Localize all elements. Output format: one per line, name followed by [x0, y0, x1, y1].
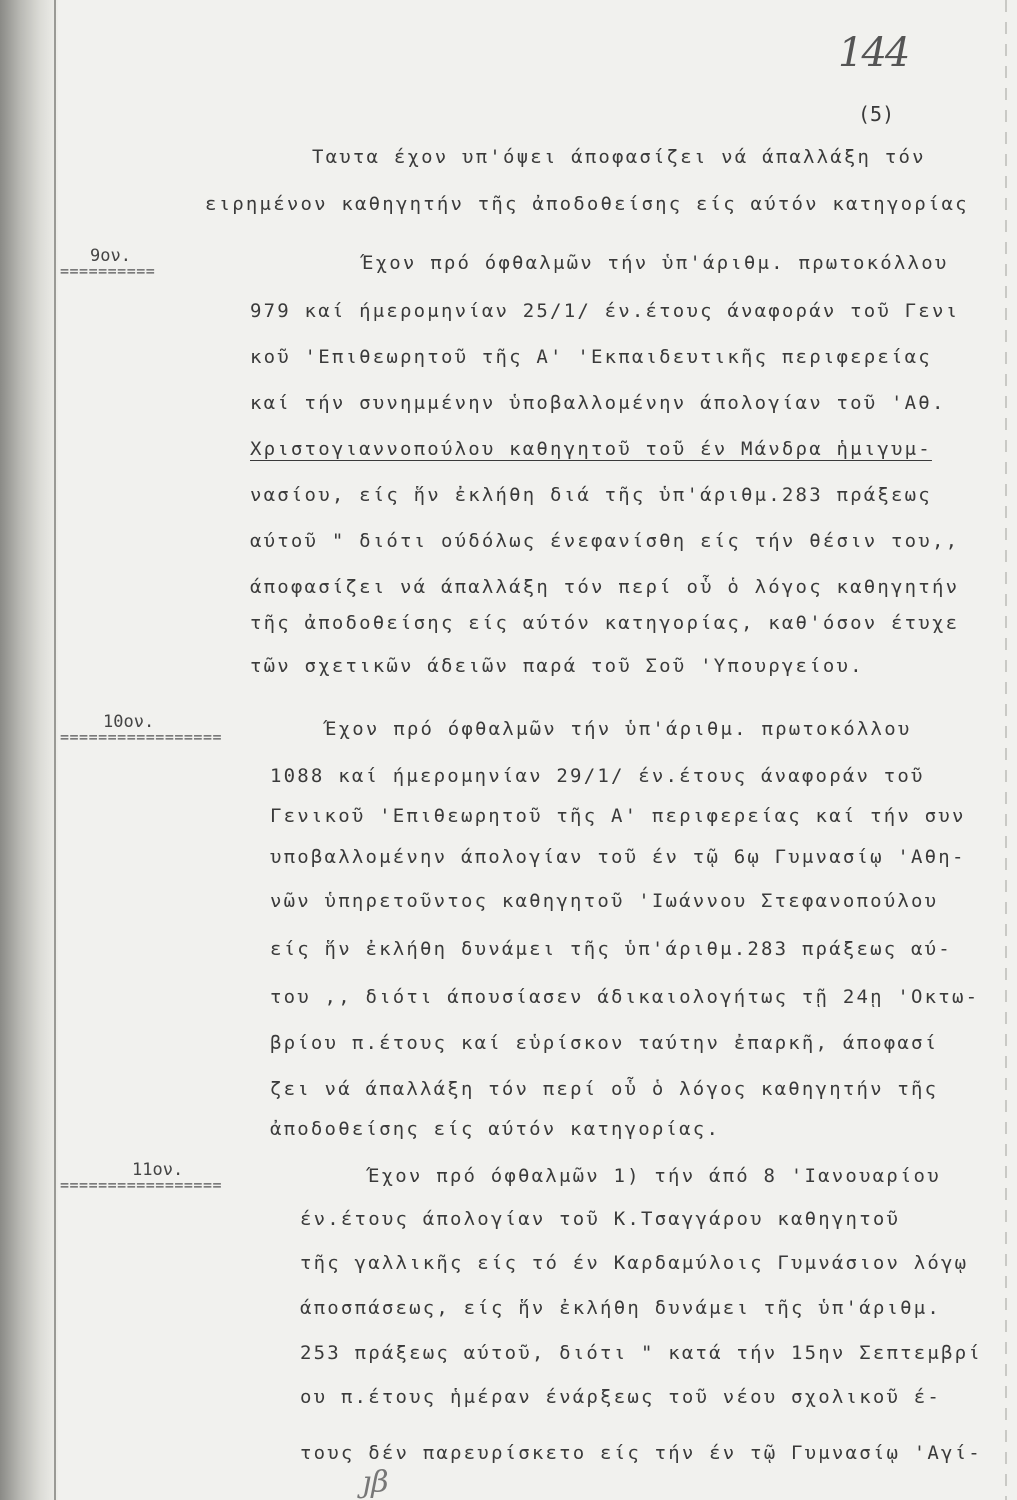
body-line: είς ἥν ἐκλήθη δυνάμει τῆς ὑπ'άριθμ.283 πράξεως αύ- — [270, 938, 952, 960]
intro-line: Ταυτα έχον υπ'όψει άποφασίζει νά άπαλλάξη τόν — [312, 146, 926, 168]
folio-number: 144 — [838, 30, 909, 76]
section-marker: 10ον. — [103, 712, 155, 732]
intro-line: ειρημένον καθηγητήν τῆς ἀποδοθείσης είς αύτόν κατηγορίας — [205, 193, 969, 215]
body-line: υποβαλλομένην άπολογίαν τοῦ έν τῷ 6ῳ Γυμνασίῳ 'Αθη- — [270, 846, 966, 868]
body-line: Έχον πρό όφθαλμῶν τήν ὑπ'άριθμ. πρωτοκόλλου — [325, 718, 912, 740]
section-marker: 11ον. — [132, 1160, 184, 1180]
body-line: καί τήν συνημμένην ὑποβαλλομένην άπολογίαν τοῦ 'Αθ. — [250, 392, 946, 414]
body-line: κοῦ 'Επιθεωρητοῦ τῆς Α' 'Εκπαιδευτικῆς περιφερείας — [250, 346, 932, 368]
section-marker: 9ον. — [90, 246, 131, 266]
body-line: 979 καί ήμερομηνίαν 25/1/ έν.έτους άναφοράν τοῦ Γενι — [250, 300, 960, 322]
body-line: ζει νά άπαλλάξη τόν περί οὗ ὁ λόγος καθηγητήν τῆς — [270, 1078, 939, 1100]
body-line: τῆς γαλλικῆς είς τό έν Καρδαμύλοις Γυμνάσιον λόγῳ — [300, 1252, 969, 1274]
page-number: (5) — [858, 102, 895, 126]
body-line: ου π.έτους ἡμέραν ένάρξεως τοῦ νέου σχολικοῦ έ- — [300, 1386, 942, 1408]
handwritten-initials: ȷβ — [362, 1465, 389, 1500]
body-line: 1088 καί ήμερομηνίαν 29/1/ έν.έτους άναφοράν τοῦ — [270, 765, 925, 787]
body-line: 253 πράξεως αύτοῦ, διότι " κατά τήν 15ην Σεπτεμβρί — [300, 1342, 982, 1364]
body-line: αύτοῦ " διότι ούδόλως ένεφανίσθη είς τήν θέσιν του,, — [250, 530, 960, 552]
body-line: τῶν σχετικῶν άδειῶν παρά τοῦ Σοῦ 'Υπουργείου. — [250, 655, 864, 677]
body-line: νῶν ὑπηρετοῦντος καθηγητοῦ 'Ιωάννου Στεφανοπούλου — [270, 890, 939, 912]
body-line: άποσπάσεως, είς ἥν ἐκλήθη δυνάμει τῆς ὑπ'άριθμ. — [300, 1297, 942, 1319]
section-rule: ================= — [60, 728, 223, 746]
body-line: ἀποδοθείσης είς αύτόν κατηγορίας. — [270, 1118, 721, 1140]
body-line: Έχον πρό όφθαλμῶν 1) τήν άπό 8 'Ιανουαρίου — [368, 1165, 941, 1187]
body-line: βρίου π.έτους καί εὑρίσκον ταύτην ἐπαρκῆ, άποφασί — [270, 1032, 939, 1054]
binding-shadow — [0, 0, 58, 1500]
body-line: τῆς ἀποδοθείσης είς αύτόν κατηγορίας, καθ'όσον έτυχε — [250, 612, 960, 634]
body-line: έν.έτους άπολογίαν τοῦ Κ.Τσαγγάρου καθηγητοῦ — [300, 1208, 901, 1230]
binding-edge — [54, 0, 56, 1500]
body-line: του ,, διότι άπουσίασεν άδικαιολογήτως τῇ 24ῃ 'Οκτω- — [270, 986, 980, 1008]
body-line: Χριστογιαννοπούλου καθηγητοῦ τοῦ έν Μάνδρα ἡμιγυμ- — [250, 438, 932, 460]
body-line: Γενικοῦ 'Επιθεωρητοῦ τῆς Α' περιφερείας καί τήν συν — [270, 805, 966, 827]
body-line: άποφασίζει νά άπαλλάξη τόν περί οὗ ὁ λόγος καθηγητήν — [250, 576, 960, 598]
body-line: τους δέν παρευρίσκετο είς τήν έν τῷ Γυμνασίῳ 'Αγί- — [300, 1442, 982, 1464]
punch-edge — [1005, 0, 1007, 1500]
section-rule: ================= — [60, 1176, 223, 1194]
body-line: Έχον πρό όφθαλμῶν τήν ὑπ'άριθμ. πρωτοκόλλου — [362, 252, 949, 274]
section-rule: ========== — [60, 262, 156, 280]
body-line: νασίου, είς ἥν ἐκλήθη διά τῆς ὑπ'άριθμ.283 πράξεως — [250, 484, 932, 506]
